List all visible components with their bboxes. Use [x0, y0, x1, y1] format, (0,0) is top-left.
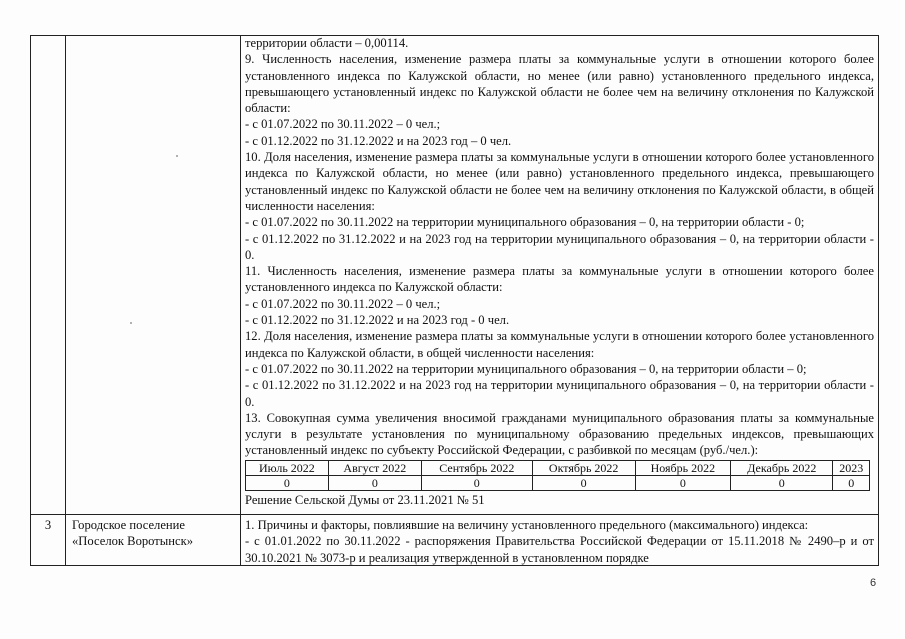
- scan-speck: [130, 322, 132, 324]
- month-value: 0: [532, 475, 635, 490]
- paragraph: территории области – 0,00114.: [245, 36, 409, 50]
- monthly-amounts-table: [245, 460, 870, 491]
- municipality-name-line: «Поселок Воротынск»: [72, 534, 194, 549]
- row-next-content: [245, 515, 874, 566]
- month-value: 0: [731, 475, 833, 490]
- month-value: 0: [246, 475, 329, 490]
- row-number: 3: [44, 518, 52, 532]
- month-header: Июль 2022: [246, 460, 329, 475]
- paragraph: 11. Численность населения, изменение размера платы за коммунальные услуги в отношении которого более установленного индекса по Калужской области:: [245, 264, 874, 295]
- table-header-row: [246, 460, 870, 475]
- municipal-table: [30, 35, 879, 566]
- paragraph: - с 01.12.2022 по 31.12.2022 и на 2023 год – 0 чел.: [245, 133, 512, 148]
- table-column-divider-2: [240, 35, 241, 566]
- month-header: Октябрь 2022: [532, 460, 635, 475]
- municipality-name-line: Городское поселение: [72, 518, 185, 532]
- month-value: 0: [635, 475, 731, 490]
- decision-reference: Решение Сельской Думы от 23.11.2021 № 51: [245, 492, 485, 507]
- month-header: Сентябрь 2022: [421, 460, 532, 475]
- row-prev-content: [245, 35, 874, 508]
- municipality-name: [72, 515, 238, 550]
- month-value: 0: [328, 475, 421, 490]
- month-value: 0: [833, 475, 870, 490]
- month-header: 2023: [833, 460, 870, 475]
- scan-speck: [176, 155, 178, 157]
- paragraph: - с 01.12.2022 по 31.12.2022 и на 2023 год на территории муниципального образования – 0, на территории области - 0.: [245, 378, 874, 409]
- paragraph: 10. Доля населения, изменение размера платы за коммунальные услуги в отношении которого более установленного индекса по Калужской области, но менее (или равно) установленного предельного индекса, превышающего установленный индекс по Калужской области не более чем на величину отклонения по Калужской области, в общей численности населения:: [245, 150, 874, 213]
- paragraph: 9. Численность населения, изменение размера платы за коммунальные услуги в отношении которого более установленного индекса по Калужской области, но менее (или равно) установленного предельного индекса, превышающего установленный индекс по Калужской области не более чем на величину отклонения по Калужской области:: [245, 52, 874, 116]
- table-border-right: [878, 35, 879, 566]
- paragraph: - с 01.07.2022 по 30.11.2022 на территории муниципального образования – 0, на территории области – 0;: [245, 361, 807, 376]
- paragraph: - с 01.01.2022 по 30.11.2022 - распоряжения Правительства Российской Федерации от 15.11.2018 № 2490–р и от 30.10.2021 № 3073-р и реализация утвержденной в установленном порядке: [245, 534, 874, 565]
- paragraph: - с 01.07.2022 по 30.11.2022 на территории муниципального образования – 0, на территории области - 0;: [245, 215, 805, 230]
- month-header: Декабрь 2022: [731, 460, 833, 475]
- paragraph: 1. Причины и факторы, повлиявшие на величину установленного предельного (максимального) индекса:: [245, 518, 809, 532]
- paragraph: - с 01.12.2022 по 31.12.2022 и на 2023 год на территории муниципального образования – 0, на территории области - 0.: [245, 231, 874, 262]
- paragraph: 12. Доля населения, изменение размера платы за коммунальные услуги в отношении которого более установленного индекса по Калужской области, в общей численности населения:: [245, 329, 874, 360]
- table-row: [246, 475, 870, 490]
- paragraph: - с 01.07.2022 по 30.11.2022 – 0 чел.;: [245, 117, 441, 132]
- table-column-divider-1: [65, 35, 66, 566]
- month-header: Ноябрь 2022: [635, 460, 731, 475]
- paragraph: 13. Совокупная сумма увеличения вносимой гражданами муниципального образования платы за коммунальные услуги в результате установления по муниципальному образованию предельных индексов, превышающих установленный индекс по субъекту Российской Федерации, с разбивкой по месяцам (руб./чел.):: [245, 410, 874, 458]
- month-header: Август 2022: [328, 460, 421, 475]
- table-border-left: [30, 35, 31, 566]
- month-value: 0: [421, 475, 532, 490]
- paragraph: - с 01.12.2022 по 31.12.2022 и на 2023 год - 0 чел.: [245, 313, 510, 328]
- page-number: 6: [870, 577, 877, 589]
- paragraph: - с 01.07.2022 по 30.11.2022 – 0 чел.;: [245, 296, 441, 311]
